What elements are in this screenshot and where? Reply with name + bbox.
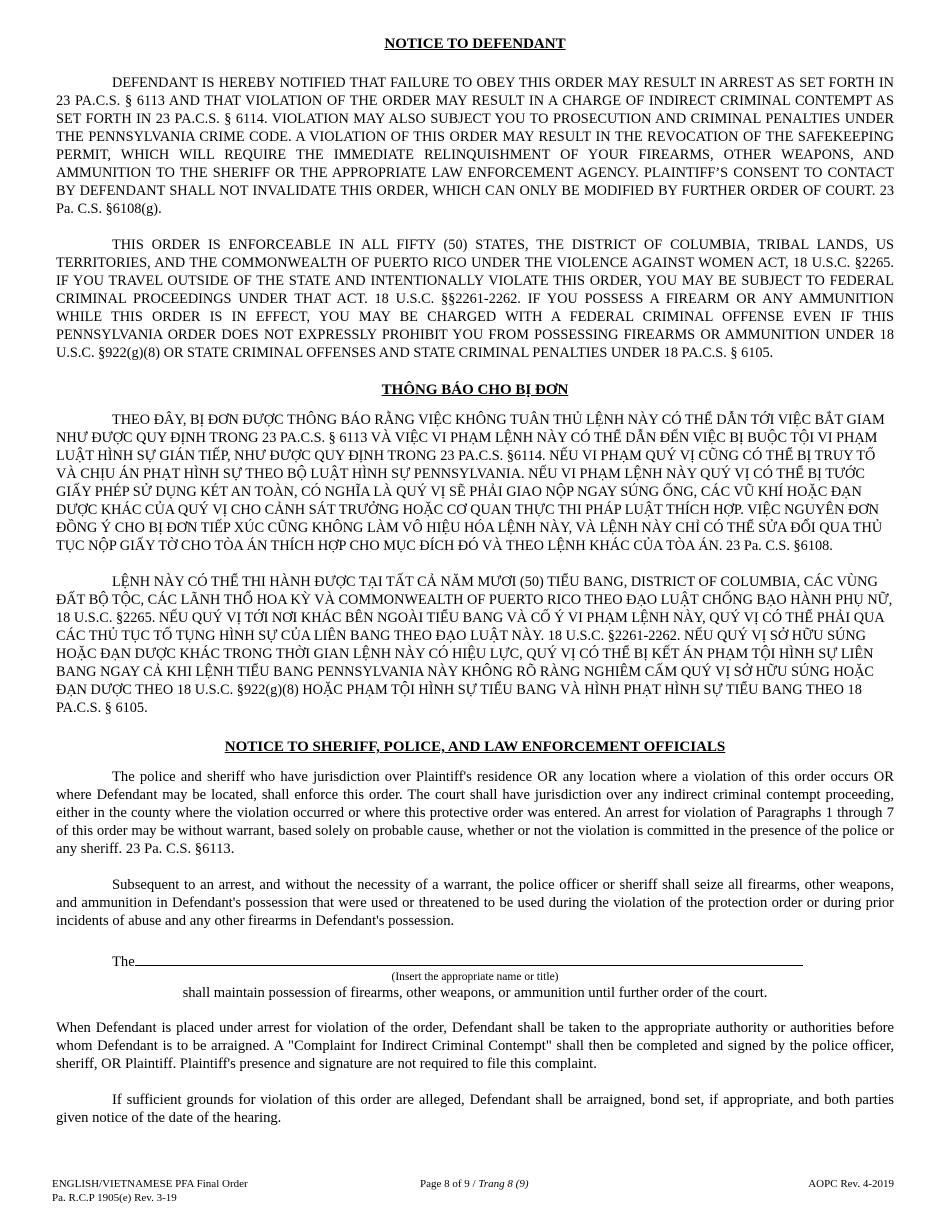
sheriff-notice-paragraph-1: The police and sheriff who have jurisdiction over Plaintiff's residence OR any location where a violation of this order occurs OR where Defendant may be located, shall enforce this order. The court shall have jurisdiction over any indirect criminal contempt proceeding, either in the county where the violation occurred or where this protective order was entered. An arrest for violation of Paragraphs 1 through 7 of this order may be without warrant, based solely on probable cause, whether or not the violation is committed in the presence of the police or any sheriff. 23 Pa. C.S. §6113. (56, 769, 894, 857)
custodian-name-blank[interactable] (135, 951, 803, 966)
sheriff-notice-paragraph-3: When Defendant is placed under arrest for violation of the order, Defendant shall be taken to the appropriate authority or authorities before whom Defendant is to be arraigned. A "Complaint for Indirect Criminal Contempt" shall then be completed and signed by the police officer, sheriff, OR Plaintiff. Plaintiff's presence and signature are not required to file this complaint. (56, 1020, 894, 1072)
vietnamese-notice-paragraph-2: LỆNH NÀY CÓ THỂ THI HÀNH ĐƯỢC TẠI TẤT CẢ NĂM MƯƠI (50) TIỂU BANG, DISTRICT OF COLUMBIA, CÁC VÙNG ĐẤT BỘ TỘC, CÁC LÃNH THỔ HOA KỲ VÀ COMMONWEALTH OF PUERTO RICO THEO ĐẠO LUẬT CHỐNG BẠO HÀNH PHỤ NỮ, 18 U.S.C. §2265. NẾU QUÝ VỊ TỚI NƠI KHÁC BÊN NGOÀI TIỂU BANG VÀ CỐ Ý VI PHẠM LỆNH NÀY, QUÝ VỊ CÓ THỂ PHẢI QUA CÁC THỦ TỤC TỐ TỤNG HÌNH SỰ CỦA LIÊN BANG THEO ĐẠO LUẬT NÀY. 18 U.S.C. §2261-2262. NẾU QUÝ VỊ SỞ HỮU SÚNG HOẶC ĐẠN DƯỢC KHÁC TRONG THỜI GIAN LỆNH NÀY CÓ HIỆU LỰC, QUÝ VỊ CÓ THỂ BỊ KẾT ÁN PHẠM TỘI HÌNH SỰ LIÊN BANG NGAY CẢ KHI LỆNH TIỂU BANG PENNSYLVANIA NÀY KHÔNG RÕ RÀNG NGHIÊM CẤM QUÝ VỊ SỞ HỮU SÚNG HOẶC ĐẠN DƯỢC THEO 18 U.S.C. §922(g)(8) HOẶC PHẠM TỘI HÌNH SỰ TIỂU BANG VÀ HÌNH PHẠT HÌNH SỰ TIỂU BANG THEO 18 PA.C.S. § 6105. (56, 574, 893, 716)
vietnamese-notice-heading: THÔNG BÁO CHO BỊ ĐƠN (381, 382, 569, 398)
the-label: The (112, 954, 135, 970)
custodian-line (56, 951, 894, 971)
maintain-possession-text: shall maintain possession of firearms, other weapons, or ammunition until further order of the court. (182, 985, 768, 1001)
footer-page-number (420, 1177, 528, 1191)
insert-name-note: (Insert the appropriate name or title) (391, 971, 559, 983)
footer-form-name: ENGLISH/VIETNAMESE PFA Final Order (52, 1178, 248, 1190)
defendant-notice-paragraph-2: THIS ORDER IS ENFORCEABLE IN ALL FIFTY (50) STATES, THE DISTRICT OF COLUMBIA, TRIBAL LANDS, US TERRITORIES, AND THE COMMONWEALTH OF PUERTO RICO UNDER THE VIOLENCE AGAINST WOMEN ACT, 18 U.S.C. §2265. IF YOU TRAVEL OUTSIDE OF THE STATE AND INTENTIONALLY VIOLATE THIS ORDER, YOU MAY BE SUBJECT TO FEDERAL CRIMINAL PROCEEDINGS UNDER THAT ACT. 18 U.S.C. §§2261-2262. IF YOU POSSESS A FIREARM OR ANY AMMUNITION WHILE THIS ORDER IS IN EFFECT, YOU MAY BE CHARGED WITH A FEDERAL CRIMINAL OFFENSE EVEN IF THIS PENNSYLVANIA ORDER DOES NOT EXPRESSLY PROHIBIT YOU FROM POSSESSING FIREARMS OR AMMUNITION UNDER 18 U.S.C. §922(g)(8) OR STATE CRIMINAL OFFENSES AND STATE CRIMINAL PENALTIES UNDER 18 PA.C.S. § 6105. (56, 237, 894, 361)
notice-to-defendant-heading: NOTICE TO DEFENDANT (384, 36, 566, 52)
defendant-notice-paragraph-1: DEFENDANT IS HEREBY NOTIFIED THAT FAILURE TO OBEY THIS ORDER MAY RESULT IN ARREST AS SET FORTH IN 23 PA.C.S. § 6113 AND THAT VIOLATION OF THE ORDER MAY RESULT IN A CHARGE OF INDIRECT CRIMINAL CONTEMPT AS SET FORTH IN 23 PA.C.S. § 6114. VIOLATION MAY ALSO SUBJECT YOU TO PROSECUTION AND CRIMINAL PENALTIES UNDER THE PENNSYLVANIA CRIME CODE. A VIOLATION OF THIS ORDER MAY RESULT IN THE REVOCATION OF THE SAFEKEEPING PERMIT, WHICH WILL REQUIRE THE IMMEDIATE RELINQUISHMENT OF YOUR FIREARMS, OTHER WEAPONS, AND AMMUNITION TO THE SHERIFF OR THE APPROPRIATE LAW ENFORCEMENT AGENCY. PLAINTIFF’S CONSENT TO CONTACT BY DEFENDANT SHALL NOT INVALIDATE THIS ORDER, WHICH CAN ONLY BE MODIFIED BY FURTHER ORDER OF COURT. 23 Pa. C.S. §6108(g). (56, 75, 894, 217)
footer-form-info (52, 1177, 248, 1205)
footer-page-label-vietnamese: Trang 8 (9) (478, 1178, 529, 1190)
vietnamese-notice-paragraph-1: THEO ĐÂY, BỊ ĐƠN ĐƯỢC THÔNG BÁO RẰNG VIỆC KHÔNG TUÂN THỦ LỆNH NÀY CÓ THỂ DẪN TỚI VIỆC BẮT GIAM NHƯ ĐƯỢC QUY ĐỊNH TRONG 23 PA.C.S. § 6113 VÀ VIỆC VI PHẠM LỆNH NÀY CÓ THỂ DẪN ĐẾN VIỆC BỊ BUỘC TỘI VI PHẠM LUẬT HÌNH SỰ GIÁN TIẾP, NHƯ ĐƯỢC QUY ĐỊNH TRONG 23 PA.C.S. §6114. NẾU VI PHẠM QUÝ VỊ CŨNG CÓ THỂ BỊ TRUY TỐ VÀ CHỊU ÁN PHẠT HÌNH SỰ THEO BỘ LUẬT HÌNH SỰ PENNSYLVANIA. NẾU VI PHẠM LỆNH NÀY QUÝ VỊ CÓ THỂ BỊ TƯỚC GIẤY PHÉP SỬ DỤNG KÉT AN TOÀN, CÓ NGHĨA LÀ QUÝ VỊ SẼ PHẢI GIAO NỘP NGAY SÚNG ỐNG, CÁC VŨ KHÍ HOẶC ĐẠN DƯỢC KHÁC CỦA QUÝ VỊ CHO CẢNH SÁT TRƯỞNG HOẶC CƠ QUAN THỰC THI PHÁP LUẬT THÍCH HỢP. VIỆC NGUYÊN ĐƠN ĐỒNG Ý CHO BỊ ĐƠN TIẾP XÚC CŨNG KHÔNG LÀM VÔ HIỆU HÓA LỆNH NÀY, VÀ LỆNH NÀY CHỈ CÓ THỂ SỬA ĐỔI QUA THỦ TỤC NỘP GIẤY TỜ CHO TÒA ÁN THÍCH HỢP CHO MỤC ĐÍCH ĐÓ VÀ THEO LỆNH KHÁC CỦA TÒA ÁN. 23 Pa. C.S. §6108. (56, 412, 885, 554)
notice-to-sheriff-heading: NOTICE TO SHERIFF, POLICE, AND LAW ENFORCEMENT OFFICIALS (224, 739, 726, 755)
footer-page-label: Page 8 of 9 / (420, 1178, 479, 1190)
sheriff-notice-paragraph-4: If sufficient grounds for violation of this order are alleged, Defendant shall be arraigned, bond set, if appropriate, and both parties given notice of the date of the hearing. (56, 1092, 894, 1126)
footer-rule: Pa. R.C.P 1905(e) Rev. 3-19 (52, 1192, 177, 1204)
sheriff-notice-paragraph-2: Subsequent to an arrest, and without the necessity of a warrant, the police officer or sheriff shall seize all firearms, other weapons, and ammunition in Defendant's possession that were used or threatened to be used during the violation of the protection order or during prior incidents of abuse and any other firearms in Defendant's possession. (56, 877, 894, 929)
footer-revision: AOPC Rev. 4-2019 (808, 1178, 894, 1190)
